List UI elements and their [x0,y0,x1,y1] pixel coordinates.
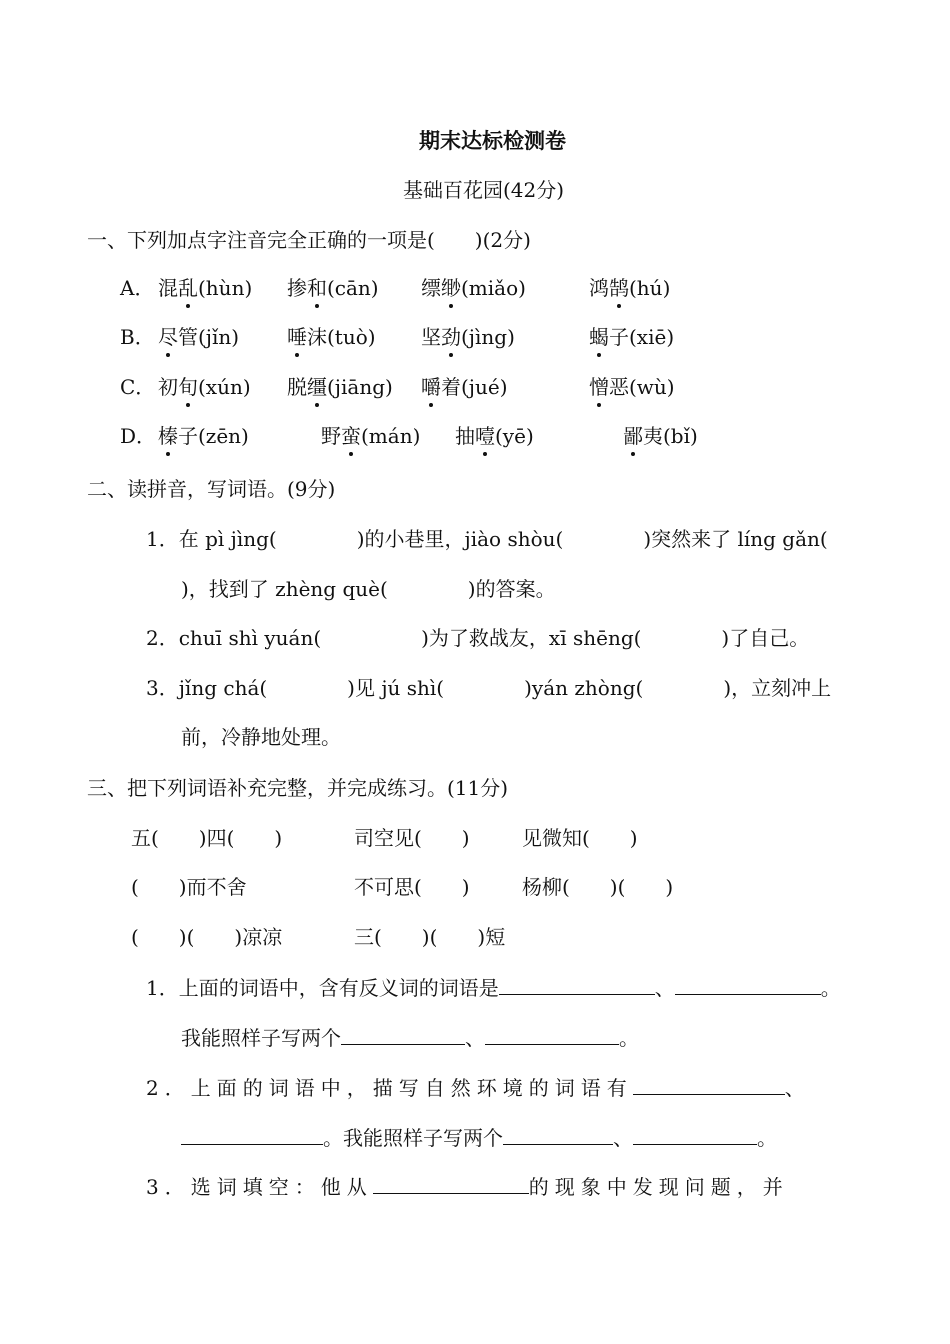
option-item: 脱缰(jiāng) [287,375,393,399]
dotted-char: 劲 [441,325,461,349]
dotted-char: 乱 [178,276,198,300]
option-item: 憎恶(wù) [589,375,675,399]
option-item: 混乱(hùn) [158,276,253,300]
q2-stem: 二、读拼音，写词语。(9分) [87,477,336,501]
dotted-char: 缰 [307,375,327,399]
answer-blank[interactable] [341,1024,465,1045]
dotted-char: 噎 [475,424,495,448]
idiom-blank: 不可思( ) [354,875,470,899]
dotted-char: 憎 [589,375,609,399]
q3-sub2-line2: 。我能照样子写两个 、 。 [181,1124,777,1151]
answer-blank[interactable] [633,1074,785,1095]
q2-line: )，找到了 zhèng què( )的答案。 [161,577,556,601]
q3-sub1-line2: 我能照样子写两个 、 。 [181,1026,639,1050]
option-item: 野蛮(mán) [321,424,421,448]
q2-line: 前，冷静地处理。 [181,725,341,749]
option-item: 抽噎(yē) [455,424,534,448]
q3-sub2-line1: 2．上面的词语中，描写自然环境的词语有 、 [146,1076,811,1100]
idiom-blank: ( )( )凉凉 [131,925,283,949]
option-item: 蝎子(xiē) [589,325,675,349]
option-label: B． [120,325,155,349]
dotted-char: 嚼 [421,375,441,399]
option-item: 鸿鹄(hú) [589,276,671,300]
answer-blank[interactable] [373,1173,529,1194]
dotted-char: 鹄 [609,276,629,300]
idiom-blank: ( )而不舍 [131,875,247,899]
option-item: 掺和(cān) [287,276,379,300]
dotted-char: 榛 [158,424,178,448]
dotted-char: 蝎 [589,325,609,349]
idiom-blank: 五( )四( ) [131,826,283,850]
option-item: 坚劲(jìng) [421,325,515,349]
answer-blank[interactable] [499,974,655,995]
option-item: 鄙夷(bǐ) [623,424,698,448]
dotted-char: 和 [307,276,327,300]
dotted-char: 旬 [178,375,198,399]
q2-line: 2．chuī shì yuán( )为了救战友，xī shēng( )了自己。 [146,626,810,650]
dotted-char: 唾 [287,325,307,349]
idiom-blank: 三( )( )短 [354,925,506,949]
option-item: 尽管(jǐn) [158,325,240,349]
option-label: C． [120,375,156,399]
option-item: 缥缈(miǎo) [421,276,526,300]
q3-sub3-line1: 3．选词填空：他从 的现象中发现问题，并 [146,1175,789,1199]
q2-line: 3．jǐng chá( )见 jú shì( )yán zhòng( )，立刻冲上 [146,676,832,700]
idiom-blank: 杨柳( )( ) [522,875,674,899]
answer-blank[interactable] [675,974,821,995]
q3-stem: 三、把下列词语补充完整，并完成练习。(11分) [87,776,509,800]
q1-stem: 一、下列加点字注音完全正确的一项是( )(2分) [87,228,531,252]
answer-blank[interactable] [181,1124,323,1145]
section-heading: 基础百花园(42分) [403,178,565,202]
option-item: 嚼着(jué) [421,375,508,399]
answer-blank[interactable] [633,1124,757,1145]
idiom-blank: 见微知( ) [522,826,638,850]
q2-line: 1．在 pì jìng( )的小巷里，jiào shòu( )突然来了 líng gǎn( [146,527,828,551]
option-item: 唾沫(tuò) [287,325,376,349]
option-label: D． [120,424,157,448]
dotted-char: 鄙 [623,424,643,448]
dotted-char: 缈 [441,276,461,300]
dotted-char: 尽 [158,325,178,349]
q3-sub1-line1: 1．上面的词语中，含有反义词的词语是 、 。 [146,976,841,1000]
option-label: A． [120,276,155,300]
answer-blank[interactable] [485,1024,619,1045]
option-item: 榛子(zēn) [158,424,249,448]
option-item: 初旬(xún) [158,375,251,399]
idiom-blank: 司空见( ) [354,826,470,850]
dotted-char: 蛮 [341,424,361,448]
page-title: 期末达标检测卷 [419,128,566,153]
answer-blank[interactable] [503,1124,613,1145]
